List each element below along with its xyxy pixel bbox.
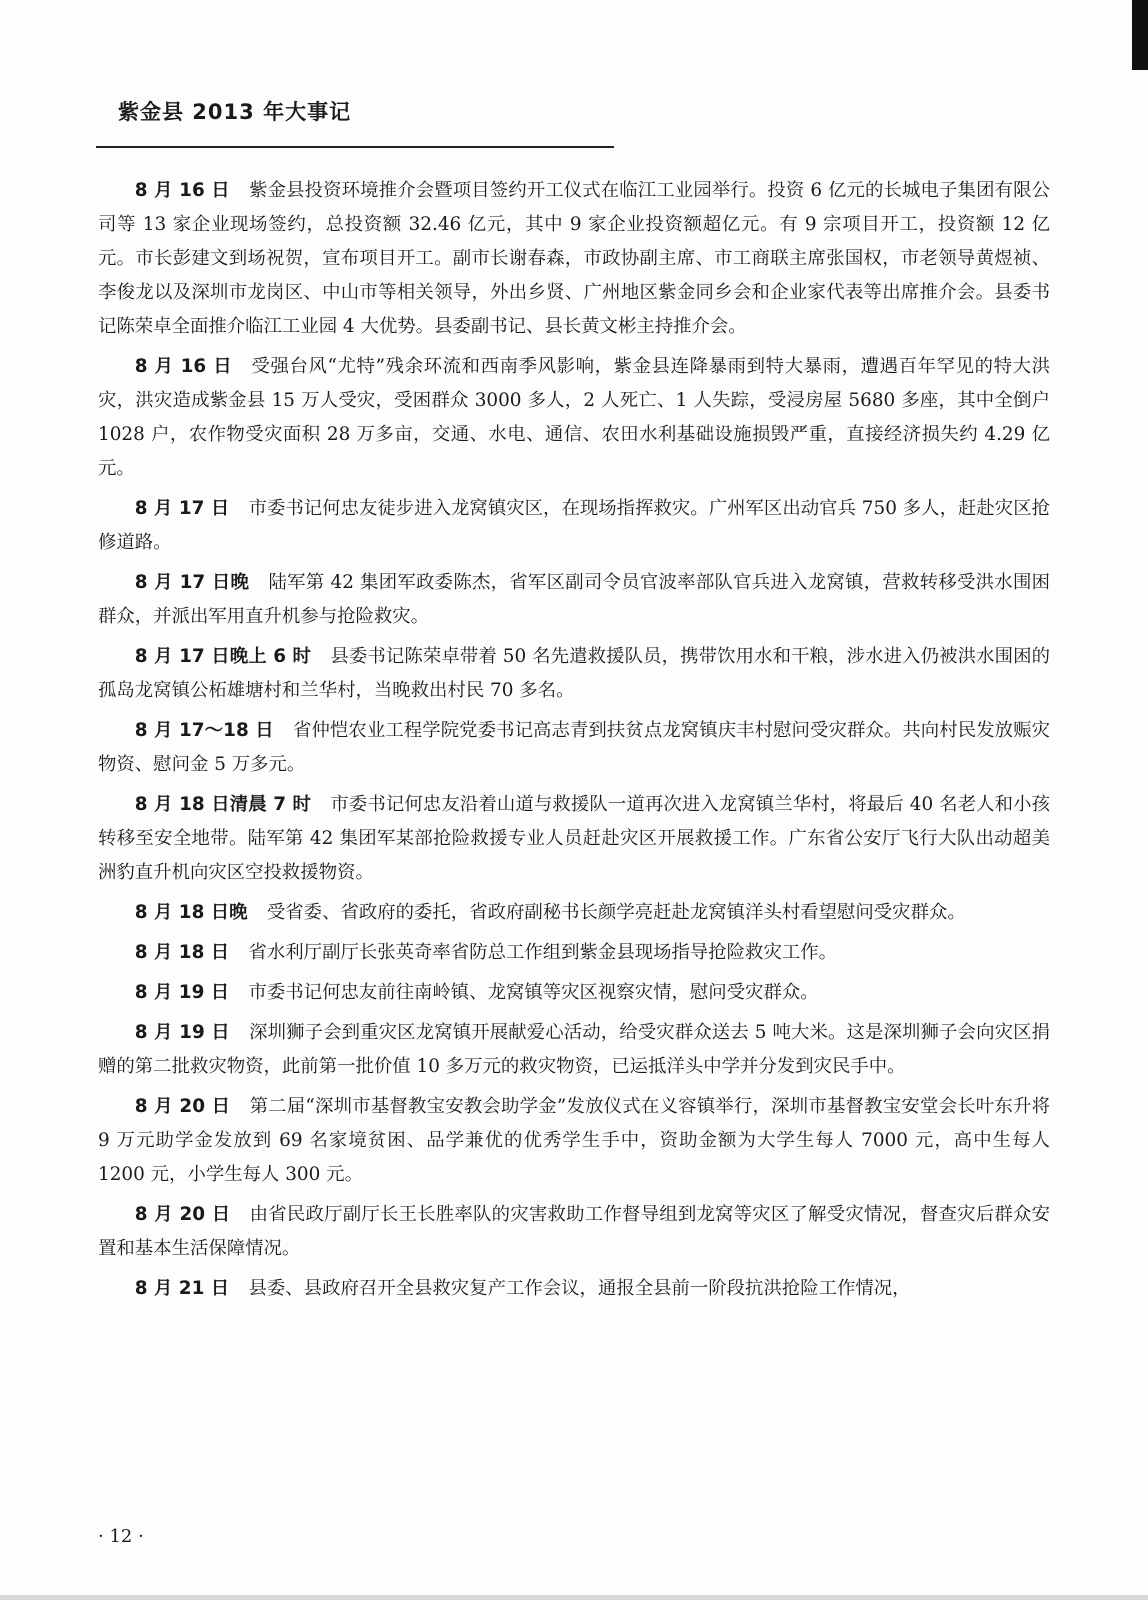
chronicle-entry — [98, 640, 1050, 708]
chronicle-entry — [98, 492, 1050, 560]
chronicle-entry — [98, 1272, 1050, 1306]
entry-date: 8 月 18 日 — [134, 942, 230, 963]
scan-edge-shadow — [0, 1595, 1148, 1600]
entry-date: 8 月 16 日 — [134, 180, 230, 201]
entry-text: 市委书记何忠友徒步进入龙窝镇灾区，在现场指挥救灾。广州军区出动官兵 750 多人，赶赴灾区抢修道路。 — [98, 498, 1050, 553]
entry-text: 陆军第 42 集团军政委陈杰，省军区副司令员官波率部队官兵进入龙窝镇，营救转移受洪水围困群众，并派出军用直升机参与抢险救灾。 — [98, 572, 1050, 627]
entry-text: 由省民政厅副厅长王长胜率队的灾害救助工作督导组到龙窝等灾区了解受灾情况，督查灾后群众安置和基本生活保障情况。 — [98, 1204, 1050, 1259]
chronicle-body — [98, 174, 1050, 1312]
entry-date: 8 月 20 日 — [134, 1096, 231, 1117]
chronicle-entry — [98, 350, 1050, 486]
entry-text: 市委书记何忠友沿着山道与救援队一道再次进入龙窝镇兰华村，将最后 40 名老人和小孩转移至安全地带。陆军第 42 集团军某部抢险救援专业人员赶赴灾区开展救援工作。广东省公安厅飞行大队出动超美洲豹直升机向灾区空投救援物资。 — [98, 794, 1050, 883]
entry-date: 8 月 21 日 — [134, 1278, 230, 1299]
chronicle-entry — [98, 174, 1050, 344]
page-number: · 12 · — [98, 1526, 144, 1547]
entry-text: 紫金县投资环境推介会暨项目签约开工仪式在临江工业园举行。投资 6 亿元的长城电子集团有限公司等 13 家企业现场签约，总投资额 32.46 亿元，其中 9 家企业投资额超亿元。有 9 宗项目开工，投资额 12 亿元。市长彭建文到场祝贺，宣布项目开工。副市长谢春森，市政协副主席、市工商联主席张国权，市老领导黄煜祯、李俊龙以及深圳市龙岗区、中山市等相关领导，外出乡贤、广州地区紫金同乡会和企业家代表等出席推介会。县委书记陈荣卓全面推介临江工业园 4 大优势。县委副书记、县长黄文彬主持推介会。 — [98, 180, 1050, 337]
entry-text: 市委书记何忠友前往南岭镇、龙窝镇等灾区视察灾情，慰问受灾群众。 — [248, 982, 819, 1003]
chronicle-entry — [98, 1016, 1050, 1084]
entry-date: 8 月 16 日 — [134, 356, 233, 377]
chronicle-entry — [98, 1090, 1050, 1192]
entry-text: 县委书记陈荣卓带着 50 名先遣救援队员，携带饮用水和干粮，涉水进入仍被洪水围困的孤岛龙窝镇公柘雄塘村和兰华村，当晚救出村民 70 多名。 — [98, 646, 1050, 701]
entry-date: 8 月 17 日晚 — [134, 572, 250, 593]
chronicle-entry — [98, 976, 1050, 1010]
entry-text: 省仲恺农业工程学院党委书记高志青到扶贫点龙窝镇庆丰村慰问受灾群众。共向村民发放赈灾物资、慰问金 5 万多元。 — [98, 720, 1050, 775]
entry-text: 深圳狮子会到重灾区龙窝镇开展献爱心活动，给受灾群众送去 5 吨大米。这是深圳狮子会向灾区捐赠的第二批救灾物资，此前第一批价值 10 多万元的救灾物资，已运抵洋头中学并分发到灾民手中。 — [98, 1022, 1050, 1077]
header-rule — [96, 146, 614, 148]
entry-date: 8 月 18 日晚 — [134, 902, 248, 923]
entry-date: 8 月 17 日晚上 6 时 — [134, 646, 312, 667]
entry-text: 受省委、省政府的委托，省政府副秘书长颜学亮赶赴龙窝镇洋头村看望慰问受灾群众。 — [266, 902, 966, 923]
entry-date: 8 月 19 日 — [134, 1022, 230, 1043]
chronicle-entry — [98, 714, 1050, 782]
entry-date: 8 月 17 日 — [134, 498, 230, 519]
chronicle-entry — [98, 788, 1050, 890]
running-header-title: 紫金县 2013 年大事记 — [118, 100, 352, 124]
entry-date: 8 月 20 日 — [134, 1204, 231, 1225]
entry-text: 第二届“深圳市基督教宝安教会助学金”发放仪式在义容镇举行，深圳市基督教宝安堂会长叶东升将 9 万元助学金发放到 69 名家境贫困、品学兼优的优秀学生手中，资助金额为大学生每人 7000 元，高中生每人 1200 元，小学生每人 300 元。 — [98, 1096, 1050, 1185]
chronicle-entry — [98, 896, 1050, 930]
entry-text: 省水利厅副厅长张英奇率省防总工作组到紫金县现场指导抢险救灾工作。 — [248, 942, 838, 963]
scan-edge-mark — [1132, 0, 1148, 70]
entry-date: 8 月 19 日 — [134, 982, 230, 1003]
entry-text: 县委、县政府召开全县救灾复产工作会议，通报全县前一阶段抗洪抢险工作情况， — [248, 1278, 911, 1299]
entry-date: 8 月 17～18 日 — [134, 720, 274, 741]
chronicle-entry — [98, 936, 1050, 970]
chronicle-entry — [98, 1198, 1050, 1266]
chronicle-entry — [98, 566, 1050, 634]
entry-date: 8 月 18 日清晨 7 时 — [134, 794, 312, 815]
entry-text: 受强台风“尤特”残余环流和西南季风影响，紫金县连降暴雨到特大暴雨，遭遇百年罕见的特大洪灾，洪灾造成紫金县 15 万人受灾，受困群众 3000 多人，2 人死亡、1 人失踪，受浸房屋 5680 多座，其中全倒户 1028 户，农作物受灾面积 28 万多亩，交通、水电、通信、农田水利基础设施损毁严重，直接经济损失约 4.29 亿元。 — [98, 356, 1050, 479]
